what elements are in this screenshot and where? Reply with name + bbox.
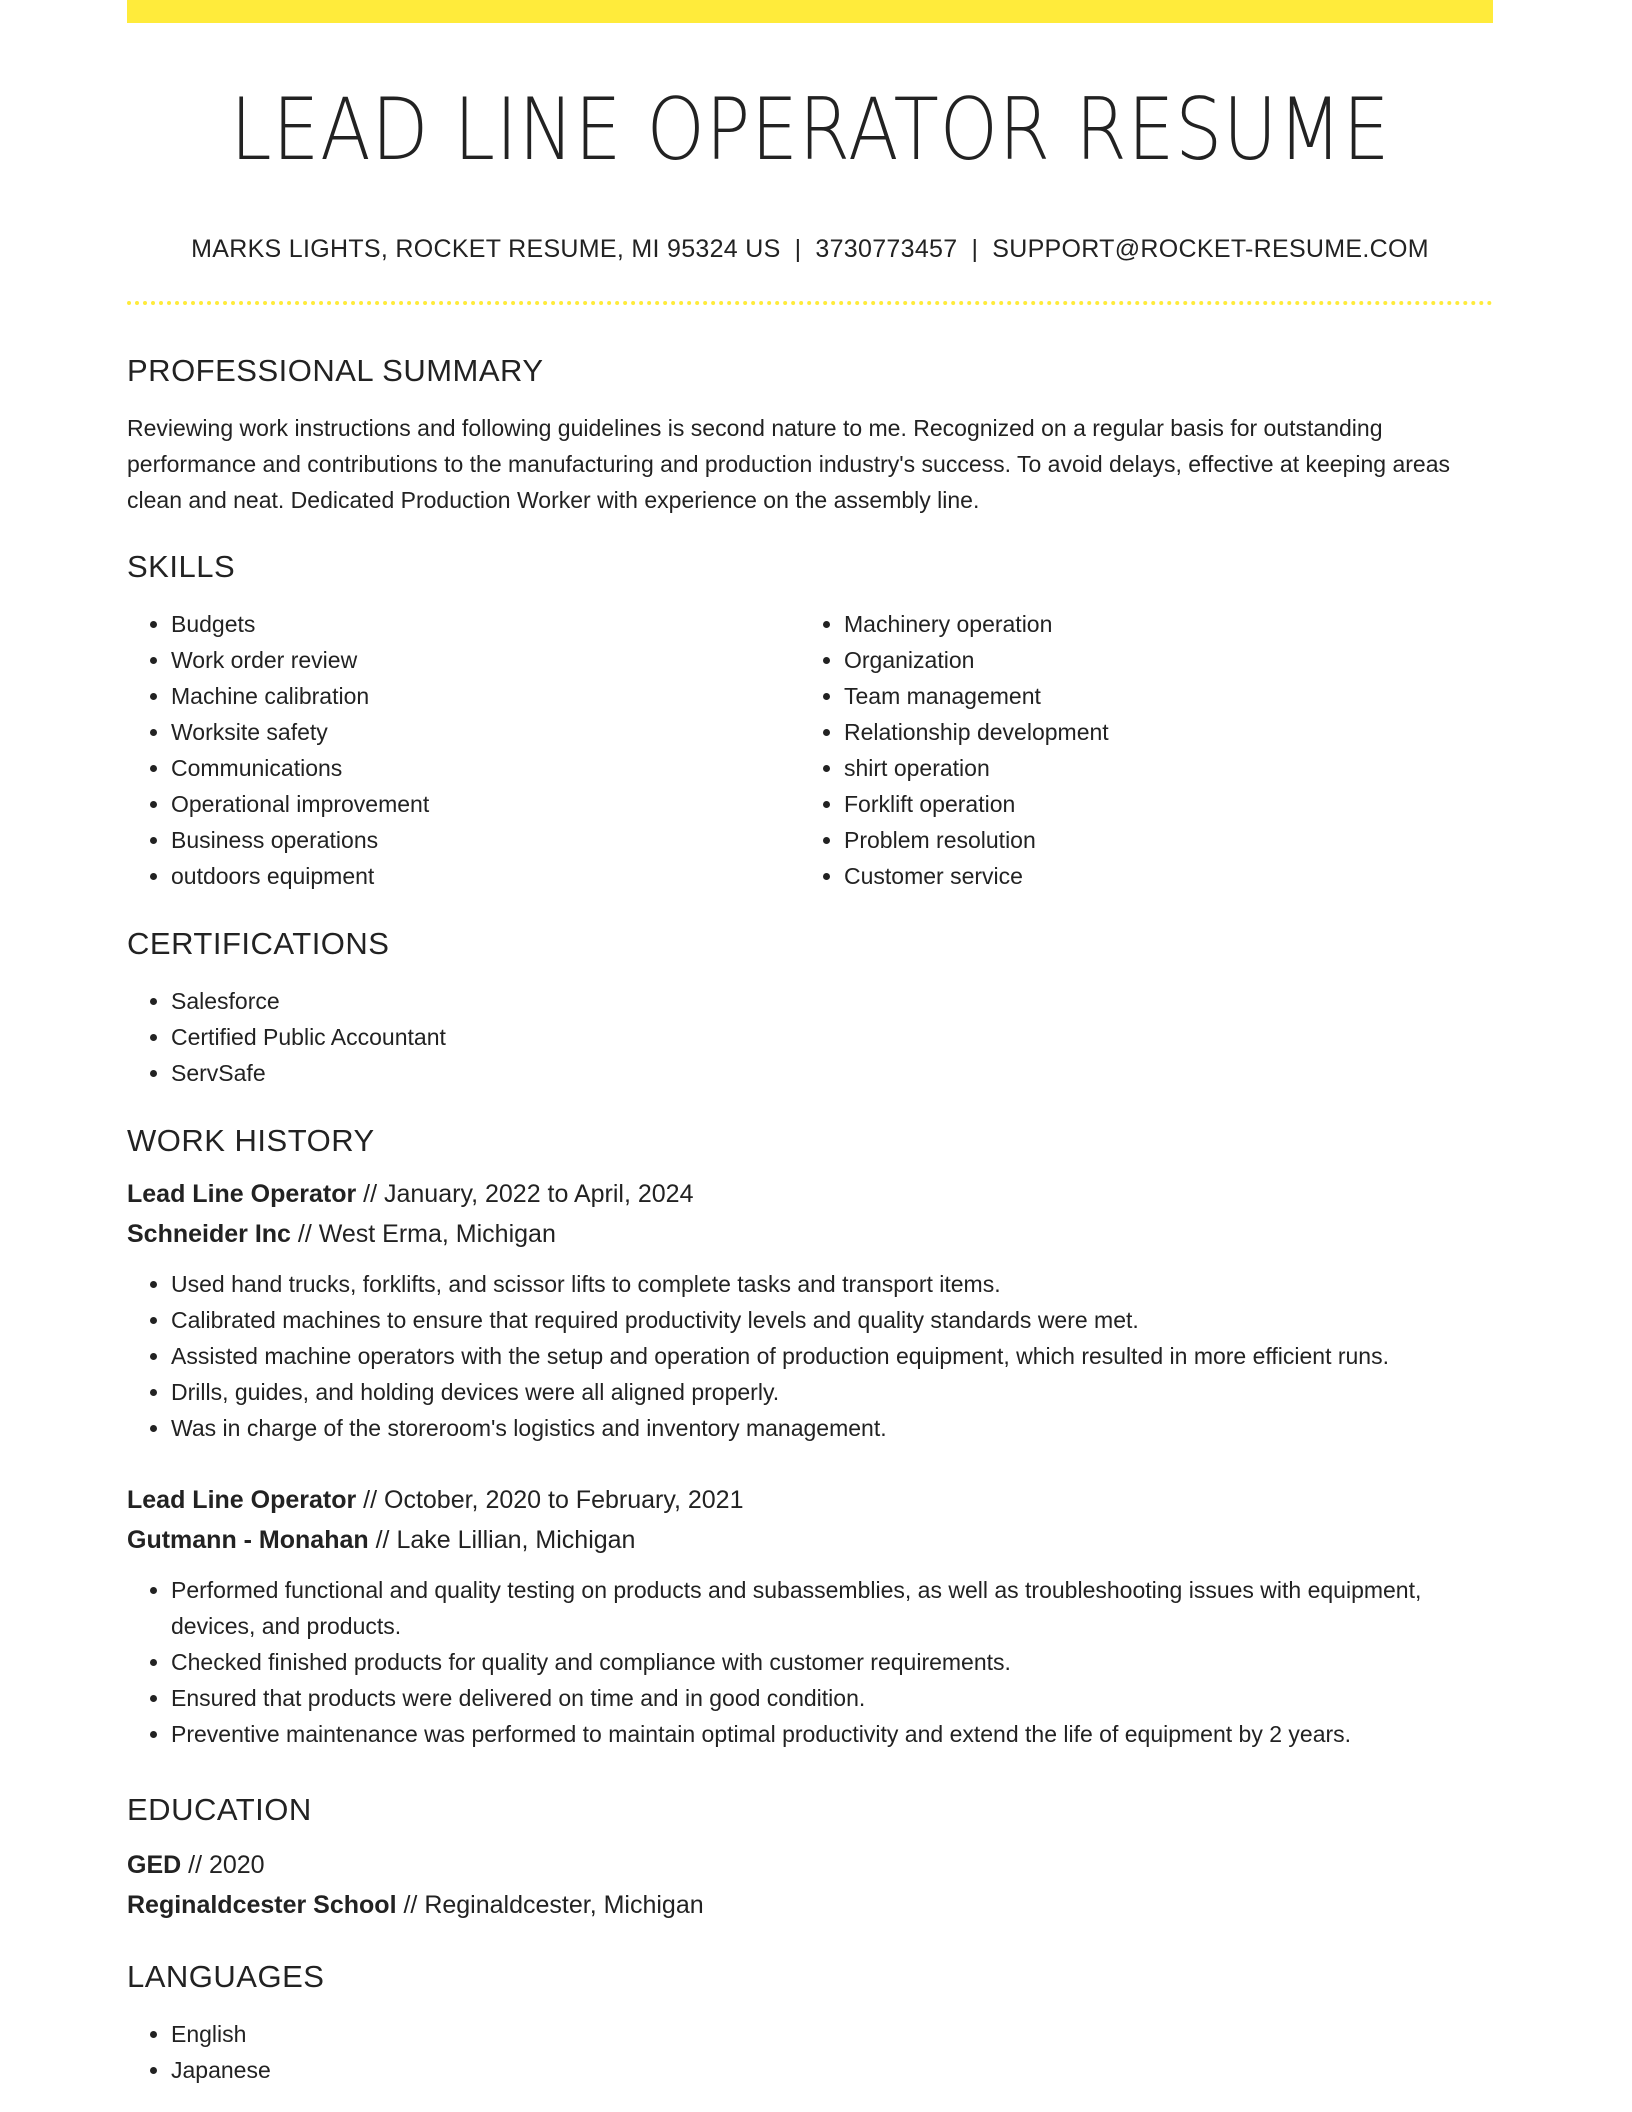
job-bullet: • Checked finished products for quality and compliance with customer requirements. bbox=[171, 1644, 1493, 1680]
skills-column-right bbox=[800, 606, 1473, 894]
skills-section bbox=[127, 551, 1493, 894]
job-title-line bbox=[127, 1480, 1493, 1520]
contact-separator: | bbox=[794, 235, 802, 263]
job-entry bbox=[127, 1480, 1493, 1752]
language-item: • Japanese bbox=[171, 2052, 1493, 2088]
work-history-section bbox=[127, 1125, 1493, 1752]
job-dates: // January, 2022 to April, 2024 bbox=[356, 1180, 694, 1208]
contact-phone: 3730773457 bbox=[815, 235, 958, 263]
languages-section bbox=[127, 1961, 1493, 2088]
skill-item: • Forklift operation bbox=[844, 786, 1473, 822]
education-school-line bbox=[127, 1885, 1493, 1925]
skill-item: • Operational improvement bbox=[171, 786, 800, 822]
skill-item: • Communications bbox=[171, 750, 800, 786]
certification-item: • Certified Public Accountant bbox=[171, 1019, 1493, 1055]
skill-item: • Machinery operation bbox=[844, 606, 1473, 642]
languages-heading: LANGUAGES bbox=[127, 1959, 325, 1994]
job-title-line bbox=[127, 1174, 1493, 1214]
summary-heading: PROFESSIONAL SUMMARY bbox=[127, 353, 544, 388]
resume-title: LEAD LINE OPERATOR RESUME bbox=[230, 80, 1390, 180]
job-location: // Lake Lillian, Michigan bbox=[368, 1526, 636, 1554]
job-bullet: • Ensured that products were delivered on time and in good condition. bbox=[171, 1680, 1493, 1716]
skill-item: • Worksite safety bbox=[171, 714, 800, 750]
job-bullet: • Used hand trucks, forklifts, and scissor lifts to complete tasks and transport items. bbox=[171, 1266, 1493, 1302]
summary-text: Reviewing work instructions and following guidelines is second nature to me. Recognized on a regular basis for outstanding performance and contributions to the manufacturing and production industry's success. To avoid delays, effective at keeping areas clean and neat. Dedicated Production Worker with experience on the assembly line. bbox=[127, 415, 1450, 513]
contact-line bbox=[127, 235, 1493, 264]
top-accent-bar bbox=[127, 0, 1493, 23]
dotted-divider bbox=[127, 301, 1493, 305]
job-company: Gutmann - Monahan bbox=[127, 1526, 369, 1554]
job-bullet: • Calibrated machines to ensure that required productivity levels and quality standards were met. bbox=[171, 1302, 1493, 1338]
certifications-section bbox=[127, 928, 1493, 1091]
skill-item: • Relationship development bbox=[844, 714, 1473, 750]
certification-item: • ServSafe bbox=[171, 1055, 1493, 1091]
contact-separator: | bbox=[971, 235, 979, 263]
skill-item: • Customer service bbox=[844, 858, 1473, 894]
work-history-heading: WORK HISTORY bbox=[127, 1123, 375, 1158]
skill-item: • Organization bbox=[844, 642, 1473, 678]
education-entry bbox=[127, 1845, 1493, 1925]
languages-list bbox=[127, 2016, 1493, 2088]
job-bullets bbox=[127, 1266, 1493, 1446]
skill-item: • shirt operation bbox=[844, 750, 1473, 786]
job-location: // West Erma, Michigan bbox=[290, 1220, 556, 1248]
education-location: // Reginaldcester, Michigan bbox=[396, 1891, 704, 1919]
skill-item: • Budgets bbox=[171, 606, 800, 642]
summary-section bbox=[127, 355, 1493, 518]
education-section bbox=[127, 1794, 1493, 1925]
skill-item: • Work order review bbox=[171, 642, 800, 678]
job-bullet: • Assisted machine operators with the setup and operation of production equipment, which resulted in more efficient runs. bbox=[171, 1338, 1493, 1374]
skill-item: • Problem resolution bbox=[844, 822, 1473, 858]
certifications-heading: CERTIFICATIONS bbox=[127, 926, 390, 961]
certification-item: • Salesforce bbox=[171, 983, 1493, 1019]
job-bullets bbox=[127, 1572, 1493, 1752]
job-title: Lead Line Operator bbox=[127, 1486, 357, 1514]
job-bullet: • Preventive maintenance was performed to maintain optimal productivity and extend the life of equipment by 2 years. bbox=[171, 1716, 1493, 1752]
skill-item: • Business operations bbox=[171, 822, 800, 858]
skills-heading: SKILLS bbox=[127, 549, 236, 584]
job-bullet: • Was in charge of the storeroom's logistics and inventory management. bbox=[171, 1410, 1493, 1446]
resume-page bbox=[127, 0, 1493, 2083]
job-dates: // October, 2020 to February, 2021 bbox=[356, 1486, 744, 1514]
certifications-list bbox=[127, 983, 1493, 1091]
job-company: Schneider Inc bbox=[127, 1220, 291, 1248]
skill-item: • Machine calibration bbox=[171, 678, 800, 714]
contact-address: MARKS LIGHTS, ROCKET RESUME, MI 95324 US bbox=[191, 235, 781, 263]
skills-columns bbox=[127, 606, 1493, 894]
job-bullet: • Drills, guides, and holding devices were all aligned properly. bbox=[171, 1374, 1493, 1410]
skill-item: • outdoors equipment bbox=[171, 858, 800, 894]
education-degree-line bbox=[127, 1845, 1493, 1885]
job-entry bbox=[127, 1174, 1493, 1446]
job-company-line bbox=[127, 1520, 1493, 1560]
education-heading: EDUCATION bbox=[127, 1792, 312, 1827]
skills-list-right bbox=[800, 606, 1473, 894]
education-degree: GED bbox=[127, 1851, 182, 1879]
education-school: Reginaldcester School bbox=[127, 1891, 397, 1919]
job-company-line bbox=[127, 1214, 1493, 1254]
education-year: // 2020 bbox=[181, 1851, 265, 1879]
language-item: • English bbox=[171, 2016, 1493, 2052]
skill-item: • Team management bbox=[844, 678, 1473, 714]
contact-email: SUPPORT@ROCKET-RESUME.COM bbox=[992, 235, 1429, 263]
job-bullet: • Performed functional and quality testing on products and subassemblies, as well as troubleshooting issues with equipment, devices, and products. bbox=[171, 1572, 1493, 1644]
skills-list-left bbox=[127, 606, 800, 894]
skills-column-left bbox=[127, 606, 800, 894]
job-title: Lead Line Operator bbox=[127, 1180, 357, 1208]
